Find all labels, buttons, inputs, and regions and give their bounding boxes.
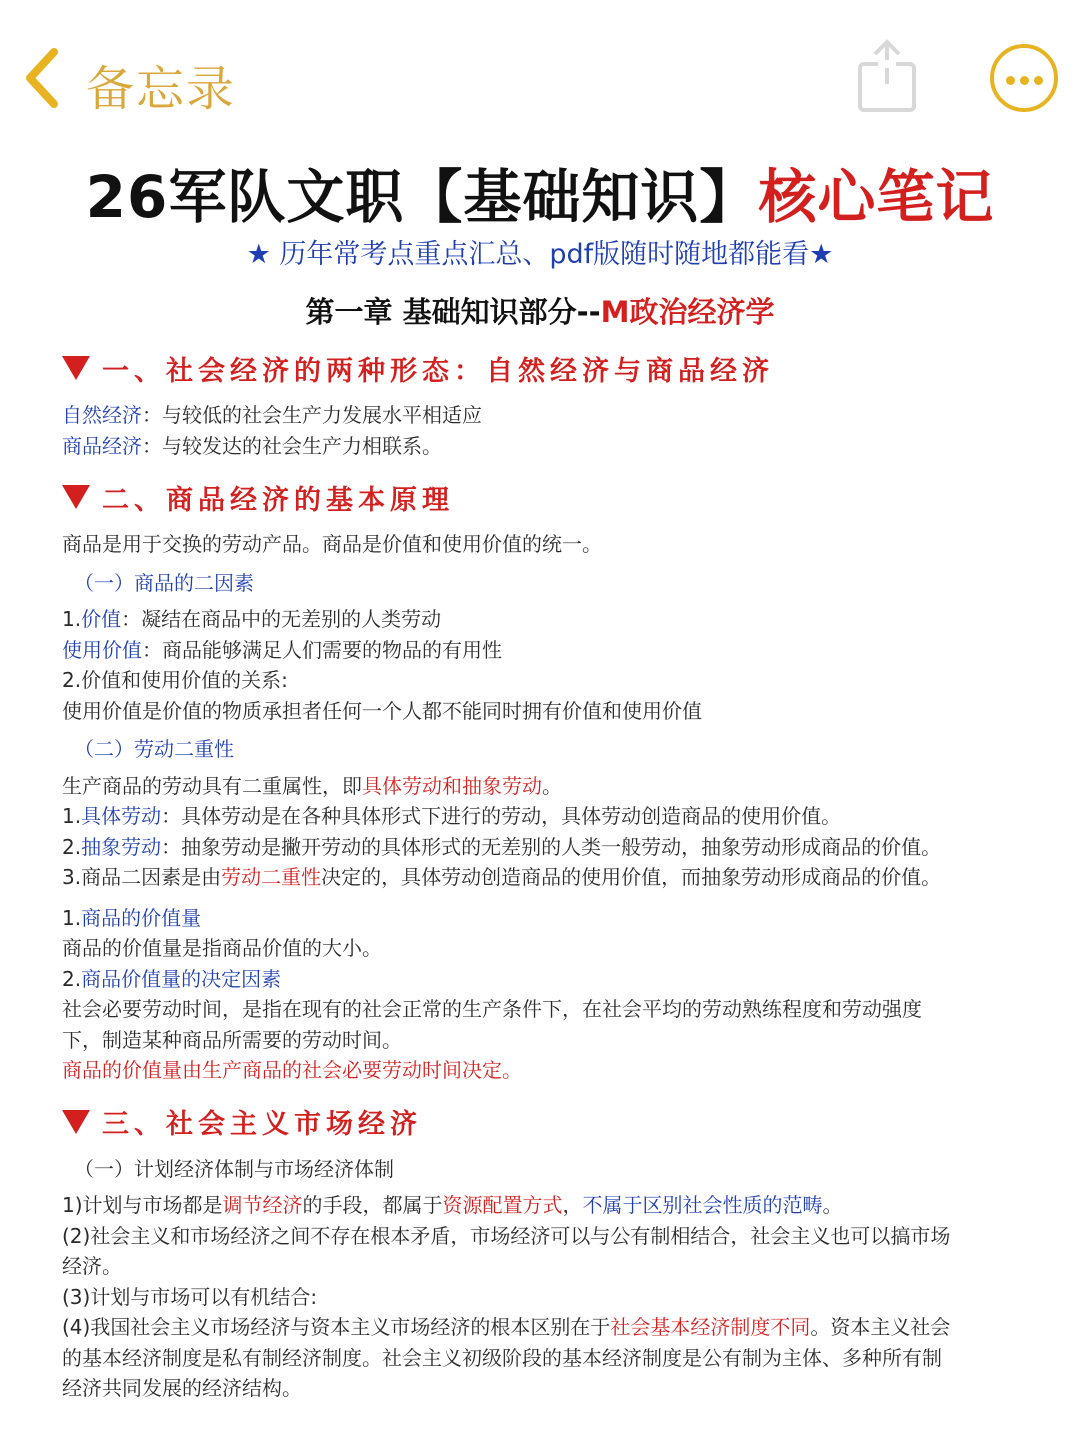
key-term: 商品价值量的决定因素 [81,966,282,991]
section-title: 一、社会经济的两种形态：自然经济与商品经济 [102,355,774,387]
key-term: 商品的价值量 [81,905,202,930]
key-term: 具体劳动 [81,804,162,828]
section-title: 三、社会主义市场经济 [102,1109,422,1140]
section-heading-2 [62,477,1042,517]
note-content [62,348,1042,1404]
page-title [0,150,1080,234]
highlight-text: 资源配置方式 [442,1193,563,1217]
text-line: 2.商品价值量的决定因素 [62,966,282,991]
text-line: 经济。 [62,1254,122,1278]
more-button[interactable] [990,44,1058,112]
triangle-down-icon [62,485,90,509]
text-line: 商品经济：与较发达的社会生产力相联系。 [62,433,442,458]
text-line: (4)我国社会主义市场经济与资本主义市场经济的根本区别在于社会基本经济制度不同。资本主义社会 [62,1315,951,1339]
chapter-black: 第一章 基础知识部分-- [305,295,601,329]
key-term: 不属于区别社会性质的范畴 [582,1193,823,1217]
section-heading-1 [62,348,1042,388]
section-title: 二、商品经济的基本原理 [102,484,454,516]
section-heading-3 [62,1102,1042,1142]
text-line: 自然经济：与较低的社会生产力发展水平相适应 [62,403,482,427]
subheading: （二）劳动二重性 [74,737,234,761]
top-bar [0,0,1080,150]
text-line: 3.商品二因素是由劳动二重性决定的，具体劳动创造商品的使用价值，而抽象劳动形成商品的价值。 [62,865,942,889]
back-label: 备忘录 [86,61,237,117]
highlight-text: 劳动二重性 [221,865,322,889]
share-button[interactable] [856,38,918,114]
text-line: 1.具体劳动：具体劳动是在各种具体形式下进行的劳动，具体劳动创造商品的使用价值。 [62,804,842,828]
text-line: 社会必要劳动时间，是指在现有的社会正常的生产条件下，在社会平均的劳动熟练程度和劳动强度 [62,997,922,1021]
key-term: 使用价值 [62,637,142,662]
subheading: （一）商品的二因素 [74,570,254,595]
subheading: （一）计划经济体制与市场经济体制 [74,1156,394,1181]
key-term: 商品经济 [62,433,142,458]
key-term: 自然经济 [62,403,142,427]
back-button[interactable] [22,40,237,120]
highlight-line: 商品的价值量由生产商品的社会必要劳动时间决定。 [62,1058,522,1082]
title-red: 核心笔记 [758,163,995,231]
chapter-red: M政治经济学 [600,295,775,329]
share-icon [856,38,918,114]
text-line: (2)社会主义和市场经济之间不存在根本矛盾，市场经济可以与公有制相结合，社会主义也可以搞市场 [62,1223,951,1248]
highlight-text: 社会基本经济制度不同 [610,1315,811,1339]
text-line: 2.抽象劳动：抽象劳动是撇开劳动的具体形式的无差别的人类一般劳动，抽象劳动形成商品的价值。 [62,834,942,859]
text-line: 使用价值：商品能够满足人们需要的物品的有用性 [62,637,502,662]
triangle-down-icon [62,1110,90,1134]
text-line: 2.价值和使用价值的关系: [62,668,288,692]
highlight-text: 调节经济 [222,1193,303,1217]
text-line: 下，制造某种商品所需要的劳动时间。 [62,1027,402,1052]
text-line: 商品的价值量是指商品价值的大小。 [62,936,382,960]
text-line: 经济共同发展的经济结构。 [62,1376,302,1400]
text-line: 使用价值是价值的物质承担者任何一个人都不能同时拥有价值和使用价值 [62,698,702,723]
text-line: 的基本经济制度是私有制经济制度。社会主义初级阶段的基本经济制度是公有制为主体、多种所有制 [62,1345,942,1370]
chapter-heading [0,290,1080,331]
text-line: 1.商品的价值量 [62,905,202,930]
title-black: 26军队文职【基础知识】 [85,163,759,231]
highlight-text: 具体劳动和抽象劳动 [362,773,542,798]
text-line: 商品是用于交换的劳动产品。商品是价值和使用价值的统一。 [62,532,602,556]
text-line: 1.价值：凝结在商品中的无差别的人类劳动 [62,607,442,631]
key-term: 价值 [81,607,122,631]
text-line: 1)计划与市场都是调节经济的手段，都属于资源配置方式，不属于区别社会性质的范畴。 [62,1193,843,1217]
triangle-down-icon [62,356,90,380]
key-term: 抽象劳动 [81,834,162,859]
text-line: (3)计划与市场可以有机结合: [62,1284,318,1309]
chevron-left-icon [22,46,62,110]
text-line: 生产商品的劳动具有二重属性，即具体劳动和抽象劳动。 [62,773,562,798]
subtitle: ★ 历年常考点重点汇总、pdf版随时随地都能看★ [246,239,834,270]
